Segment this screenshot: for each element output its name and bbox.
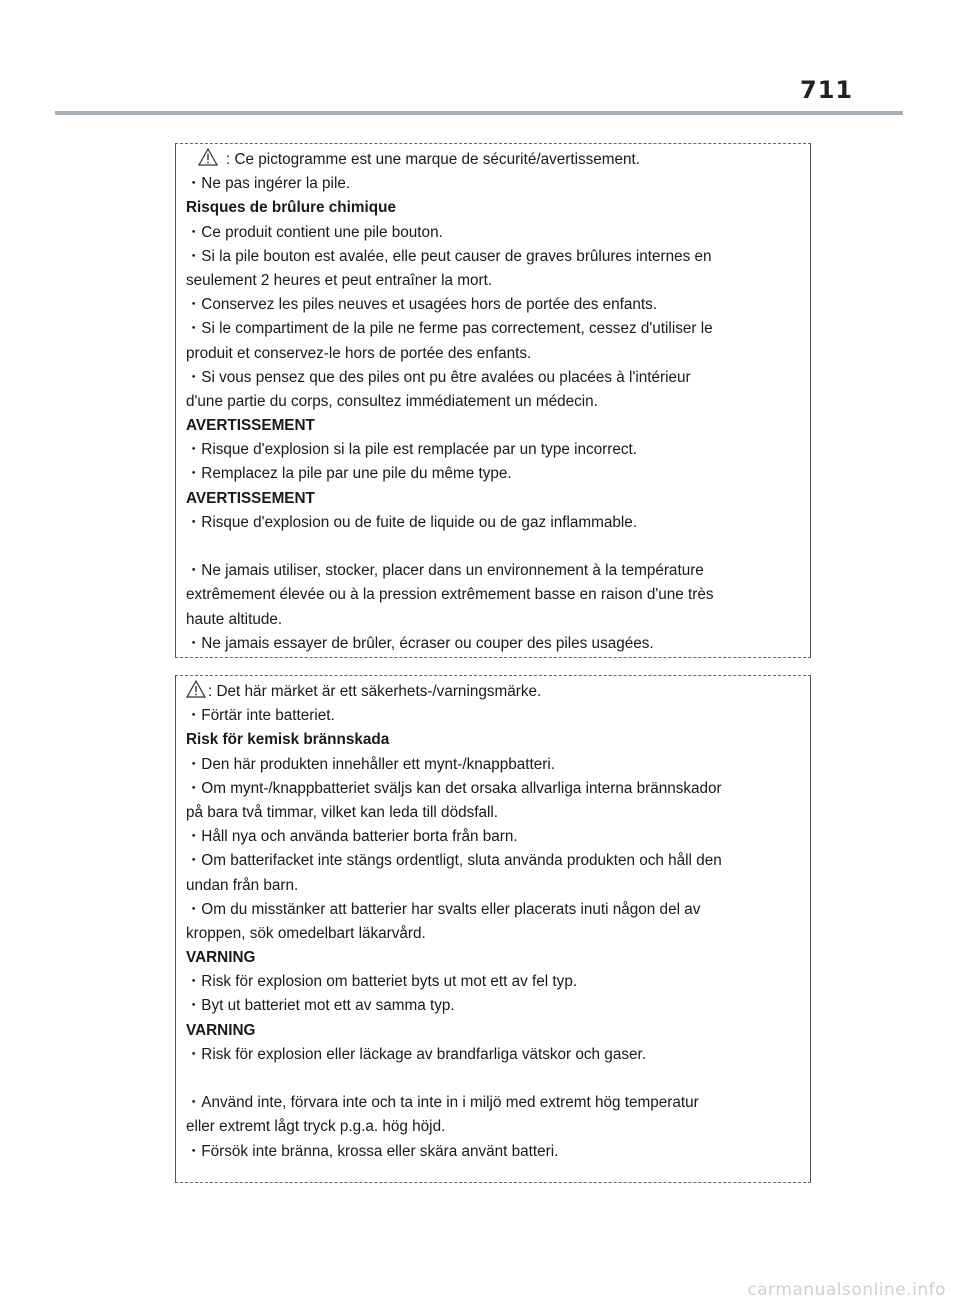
swedish-text-line: ・Om batterifacket inte stängs ordentligt, sluta använda produkten och håll den xyxy=(186,852,722,870)
french-warning-box xyxy=(175,143,811,658)
french-text-line: ・Risque d'explosion si la pile est remplacée par un type incorrect. xyxy=(186,441,638,459)
swedish-heading: VARNING xyxy=(186,1021,256,1039)
swedish-text-line: ・Den här produkten innehåller ett mynt-/knappbatteri. xyxy=(186,755,556,773)
french-spacer xyxy=(186,535,800,559)
french-text-line: extrêmement élevée ou à la pression extrêmement basse en raison d'une très xyxy=(186,586,714,604)
swedish-text-line: undan från barn. xyxy=(186,876,299,894)
swedish-text-lines xyxy=(186,704,800,1164)
french-text-line: ・Conservez les piles neuves et usagées hors de portée des enfants. xyxy=(186,296,658,314)
swedish-text-line: ・Försök inte bränna, krossa eller skära använt batteri. xyxy=(186,1142,559,1160)
french-text-line: ・Ce produit contient une pile bouton. xyxy=(186,223,443,241)
swedish-intro-line xyxy=(186,680,800,704)
french-text-line: ・Si la pile bouton est avalée, elle peut causer de graves brûlures internes en xyxy=(186,247,712,265)
page-number: 711 xyxy=(800,76,854,104)
french-heading: AVERTISSEMENT xyxy=(186,489,315,507)
swedish-text-line: ・Håll nya och använda batterier borta från barn. xyxy=(186,828,518,846)
french-intro-text: : Ce pictogramme est une marque de sécurité/avertissement. xyxy=(226,151,641,168)
french-text-lines xyxy=(186,172,800,656)
swedish-spacer xyxy=(186,1067,800,1091)
french-text-line: d'une partie du corps, consultez immédiatement un médecin. xyxy=(186,392,598,410)
swedish-heading: VARNING xyxy=(186,949,256,967)
french-intro-line xyxy=(186,148,800,172)
french-text-line: ・Si le compartiment de la pile ne ferme pas correctement, cessez d'utiliser le xyxy=(186,320,713,338)
french-text-line: ・Ne pas ingérer la pile. xyxy=(186,175,351,193)
french-text-line: haute altitude. xyxy=(186,610,283,628)
swedish-text-line: ・Byt ut batteriet mot ett av samma typ. xyxy=(186,997,455,1015)
french-text-line: ・Risque d'explosion ou de fuite de liquide ou de gaz inflammable. xyxy=(186,513,638,531)
french-text-line: ・Remplacez la pile par une pile du même type. xyxy=(186,465,512,483)
swedish-text-line: ・Förtär inte batteriet. xyxy=(186,707,335,725)
swedish-heading: Risk för kemisk brännskada xyxy=(186,731,390,749)
warning-triangle-icon xyxy=(198,148,218,166)
french-text-line: ・Si vous pensez que des piles ont pu être avalées ou placées à l'intérieur xyxy=(186,368,691,386)
swedish-warning-box xyxy=(175,675,811,1183)
french-heading: AVERTISSEMENT xyxy=(186,417,315,435)
swedish-text-line: ・Använd inte, förvara inte och ta inte in i miljö med extremt hög temperatur xyxy=(186,1094,699,1112)
french-text-line: ・Ne jamais utiliser, stocker, placer dans un environnement à la température xyxy=(186,562,704,580)
french-text-line: ・Ne jamais essayer de brûler, écraser ou couper des piles usagées. xyxy=(186,634,654,652)
swedish-text-line: på bara två timmar, vilket kan leda till dödsfall. xyxy=(186,803,499,821)
warning-triangle-icon xyxy=(186,680,206,698)
header-divider xyxy=(55,111,903,115)
swedish-intro-text: : Det här märket är ett säkerhets-/varningsmärke. xyxy=(208,683,542,700)
french-heading: Risques de brûlure chimique xyxy=(186,199,396,217)
french-text-line: produit et conservez-le hors de portée des enfants. xyxy=(186,344,532,362)
swedish-text-line: ・Risk för explosion eller läckage av brandfarliga vätskor och gaser. xyxy=(186,1045,646,1063)
swedish-text-line: kroppen, sök omedelbart läkarvård. xyxy=(186,924,426,942)
swedish-text-line: ・Om du misstänker att batterier har svalts eller placerats inuti någon del av xyxy=(186,900,701,918)
swedish-text-line: eller extremt lågt tryck p.g.a. hög höjd. xyxy=(186,1118,446,1136)
swedish-text-line: ・Om mynt-/knappbatteriet sväljs kan det orsaka allvarliga interna brännskador xyxy=(186,779,722,797)
swedish-text-line: ・Risk för explosion om batteriet byts ut mot ett av fel typ. xyxy=(186,973,578,991)
french-text-line: seulement 2 heures et peut entraîner la mort. xyxy=(186,271,493,289)
watermark: carmanualsonline.info xyxy=(747,1280,946,1300)
